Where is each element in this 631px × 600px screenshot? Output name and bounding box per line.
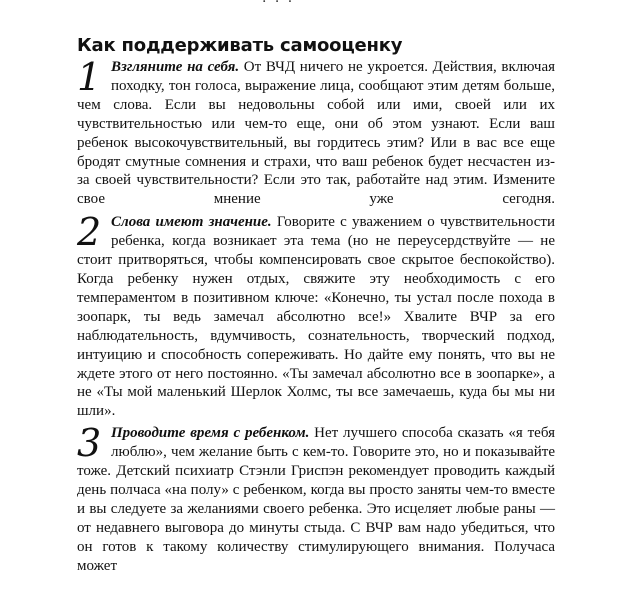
list-item-1 xyxy=(77,55,555,209)
list-item-2 xyxy=(77,210,556,421)
item-number-1: 1 xyxy=(77,55,102,99)
item-lead-2: Слова имеют значение. xyxy=(111,214,272,231)
item-lead-3: Проводите время с ребенком. xyxy=(111,425,310,442)
document-page xyxy=(77,33,555,575)
item-text-2: Говорите с уважением о чувствительности ребенка, когда возникает эта тема (но не переусердствуйте — не стоит притворяться, чтобы компенсировать свое скрытое беспокойство). Когда ребенку нужен отдых, свяжите эту необходимость с его темпераментом в позитивном ключе: «Конечно, ты устал после похода в зоопарк, ты ведь замечал абсолютно все!» Хвалите ВЧР за его наблюдательность, вдумчивость, сознательность, творческий подход, интуицию и способность сопереживать. Но дайте ему понять, что вы не ждете этого от него постоянно. «Ты замечал абсолютно все в зоопарке», а не «Ты мой маленький Шерлок Холмс, ты все замечаешь, куда бы мы ни шли». xyxy=(77,214,556,420)
item-text-1: От ВЧД ничего не укроется. Действия, включая походку, тон голоса, выражение лица, сообщают этим детям больше, чем слова. Если вы недовольны собой или ими, своей или их чувствительностью или чем-то еще, они об этом узнают. Если ваш ребенок высокочувствительный, вы гордитесь этим? Или в вас все еще бродят смутные сомнения и страхи, что ваш ребенок будет несчастен из-за своей чувствительности? Если это так, работайте над этим. Измените свое мнение уже сегодня. xyxy=(77,59,555,208)
item-lead-1: Взгляните на себя. xyxy=(111,59,240,75)
previous-page-fragment: · · · xyxy=(262,0,295,10)
item-text-3: Нет лучшего способа сказать «я тебя люблю», чем желание быть с кем-то. Говорите это, но и показывайте тоже. Детский психиатр Стэнли Гриспэн рекомендует проводить каждый день полчаса «на полу» с ребенком, когда вы просто заняты чем-то вместе и вы следуете за желаниями своего ребенка. Это исцеляет любые раны — от недавнего выговора до минуты стыда. С ВЧР вам надо убедиться, что он готов к такому количеству стимулирующего внимания. Получаса может xyxy=(77,425,555,574)
item-number-3: 3 xyxy=(77,421,102,466)
item-number-2: 2 xyxy=(77,210,102,255)
section-heading: Как поддерживать самооценку xyxy=(77,35,403,56)
list-item-3 xyxy=(77,421,555,575)
